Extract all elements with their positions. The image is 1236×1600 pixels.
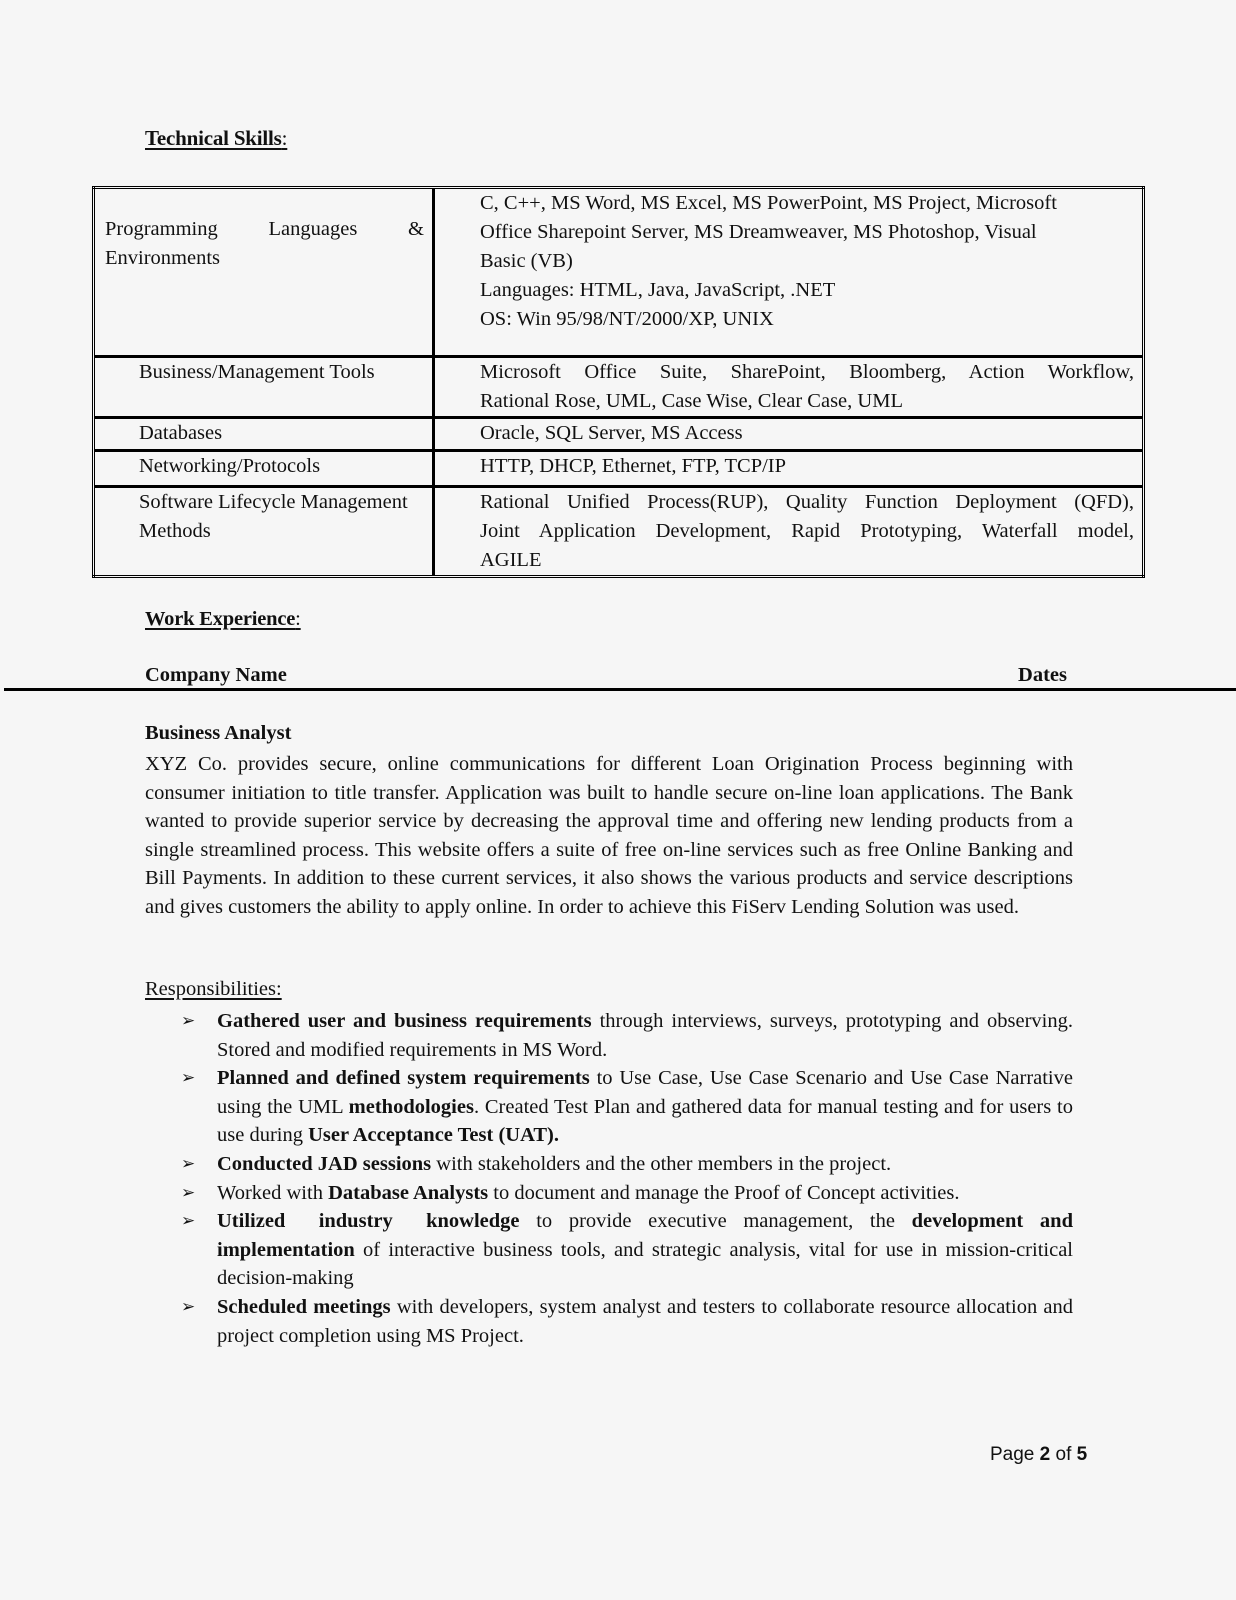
skill-category-cell: Databases — [94, 418, 434, 451]
skill-category-word: & — [408, 218, 424, 240]
table-row — [94, 357, 1144, 418]
text: Worked with — [217, 1181, 329, 1204]
current-page: 2 — [1039, 1444, 1051, 1465]
skill-values-cell — [434, 451, 1144, 487]
list-item — [145, 1207, 1073, 1293]
skill-value-line: Office Sharepoint Server, MS Dreamweaver, MS Photoshop, Visual — [480, 221, 1037, 243]
arrow-bullet-icon: ➢ — [181, 1296, 196, 1317]
list-item — [145, 1293, 1073, 1350]
skill-category-cell — [94, 487, 434, 577]
skill-category-line: Methods — [139, 520, 211, 542]
skill-values-cell — [434, 487, 1144, 577]
skill-value-line: Rational Unified Process(RUP), Quality Function Deployment (QFD), — [480, 491, 1134, 513]
page-label: Page — [990, 1444, 1035, 1465]
job-description: XYZ Co. provides secure, online communications for different Loan Origination Process beginning with consumer initiation to title transfer. Application was built to handle secure on-line loan applications. The Bank wanted to provide superior service by decreasing the approval time and offering new lending products from a single streamlined process. This website offers a suite of free on-line services such as free Online Banking and Bill Payments. In addition to these current services, it also shows the various products and service descriptions and gives customers the ability to apply online. In order to achieve this FiServ Lending Solution was used. — [145, 753, 1073, 918]
bold-text: development and implementation — [217, 1210, 1073, 1261]
skill-value-line: Basic (VB) — [480, 250, 573, 272]
skill-category-line — [105, 215, 424, 244]
arrow-bullet-icon: ➢ — [181, 1211, 196, 1232]
table-row — [94, 487, 1144, 577]
skill-value-line: HTTP, DHCP, Ethernet, FTP, TCP/IP — [480, 455, 787, 477]
skill-values-cell — [434, 357, 1144, 418]
skill-value-line: AGILE — [480, 549, 542, 571]
arrow-bullet-icon: ➢ — [181, 1182, 196, 1203]
skill-category-cell: Business/Management Tools — [94, 357, 434, 418]
skill-value-line: Microsoft Office Suite, SharePoint, Bloomberg, Action Workflow, — [480, 361, 1134, 383]
text: to provide executive management, the — [519, 1210, 912, 1233]
job-title: Business Analyst — [145, 722, 292, 744]
list-item — [145, 1179, 1073, 1208]
bold-text: Gathered user and business requirements — [217, 1010, 592, 1032]
bold-text: methodologies — [348, 1095, 474, 1118]
of-label: of — [1055, 1444, 1072, 1465]
page-number — [990, 1444, 1087, 1466]
list-item — [145, 1150, 1073, 1179]
section-divider — [4, 688, 1236, 691]
bold-text: User Acceptance Test (UAT). — [308, 1124, 560, 1147]
arrow-bullet-icon: ➢ — [181, 1011, 196, 1031]
text: through interviews, surveys, prototyping and observing. Stored and modified requirements in MS Word. — [217, 1010, 1073, 1061]
skill-category-word: Languages — [268, 218, 358, 240]
technical-skills-heading-text: Technical Skills — [145, 126, 282, 150]
work-experience-heading — [145, 608, 301, 631]
technical-skills-heading — [145, 126, 287, 151]
text: . Created Test Plan and gathered data for manual testing and for users to use during — [217, 1095, 1073, 1147]
company-name: Company Name — [145, 664, 287, 686]
bold-text: Conducted JAD sessions — [217, 1152, 432, 1175]
bold-text: Database Analysts — [328, 1181, 489, 1204]
table-row — [94, 418, 1144, 451]
company-header-row — [145, 664, 1073, 687]
skill-category-cell — [94, 188, 434, 357]
skill-category-line: Software Lifecycle Management — [139, 491, 408, 513]
bold-text: Planned and defined system requirements — [217, 1067, 590, 1090]
text: to Use Case, Use Case Scenario and Use Case Narrative using the UML — [217, 1067, 1073, 1118]
skill-values-cell — [434, 418, 1144, 451]
table-row — [94, 188, 1144, 357]
list-item — [145, 1064, 1073, 1150]
skill-value-line: C, C++, MS Word, MS Excel, MS PowerPoint, MS Project, Microsoft — [480, 192, 1057, 214]
list-item — [145, 1007, 1073, 1064]
skill-value-line: Oracle, SQL Server, MS Access — [480, 422, 743, 444]
skill-value-line: Languages: HTML, Java, JavaScript, .NET — [480, 279, 836, 301]
responsibilities-heading: Responsibilities: — [145, 978, 282, 1000]
heading-colon: : — [295, 608, 301, 630]
skill-value-line: Rational Rose, UML, Case Wise, Clear Case, UML — [480, 390, 903, 412]
skill-value-line: Joint Application Development, Rapid Prototyping, Waterfall model, — [480, 520, 1134, 542]
table-row — [94, 451, 1144, 487]
bold-text: Utilized industry knowledge — [217, 1210, 520, 1233]
arrow-bullet-icon: ➢ — [181, 1153, 196, 1174]
skill-category-word: Programming — [105, 218, 218, 240]
responsibilities-list — [145, 1007, 1073, 1350]
text: with developers, system analyst and testers to collaborate resource allocation and project completion using MS Project. — [217, 1295, 1073, 1347]
skill-category-cell: Networking/Protocols — [94, 451, 434, 487]
technical-skills-table — [92, 186, 1145, 578]
employment-dates: Dates — [1018, 664, 1067, 686]
arrow-bullet-icon: ➢ — [181, 1068, 196, 1089]
skill-category-line: Environments — [105, 247, 221, 269]
text: to document and manage the Proof of Concept activities. — [488, 1181, 960, 1204]
heading-colon: : — [281, 126, 288, 150]
text: with stakeholders and the other members in the project. — [431, 1152, 892, 1175]
text: of interactive business tools, and strategic analysis, vital for use in mission-critical decision-making — [217, 1238, 1073, 1290]
total-pages: 5 — [1076, 1444, 1088, 1465]
bold-text: Scheduled meetings — [217, 1295, 391, 1318]
work-experience-heading-text: Work Experience — [145, 608, 296, 630]
skill-value-line: OS: Win 95/98/NT/2000/XP, UNIX — [480, 308, 774, 330]
skill-values-cell — [434, 188, 1144, 357]
